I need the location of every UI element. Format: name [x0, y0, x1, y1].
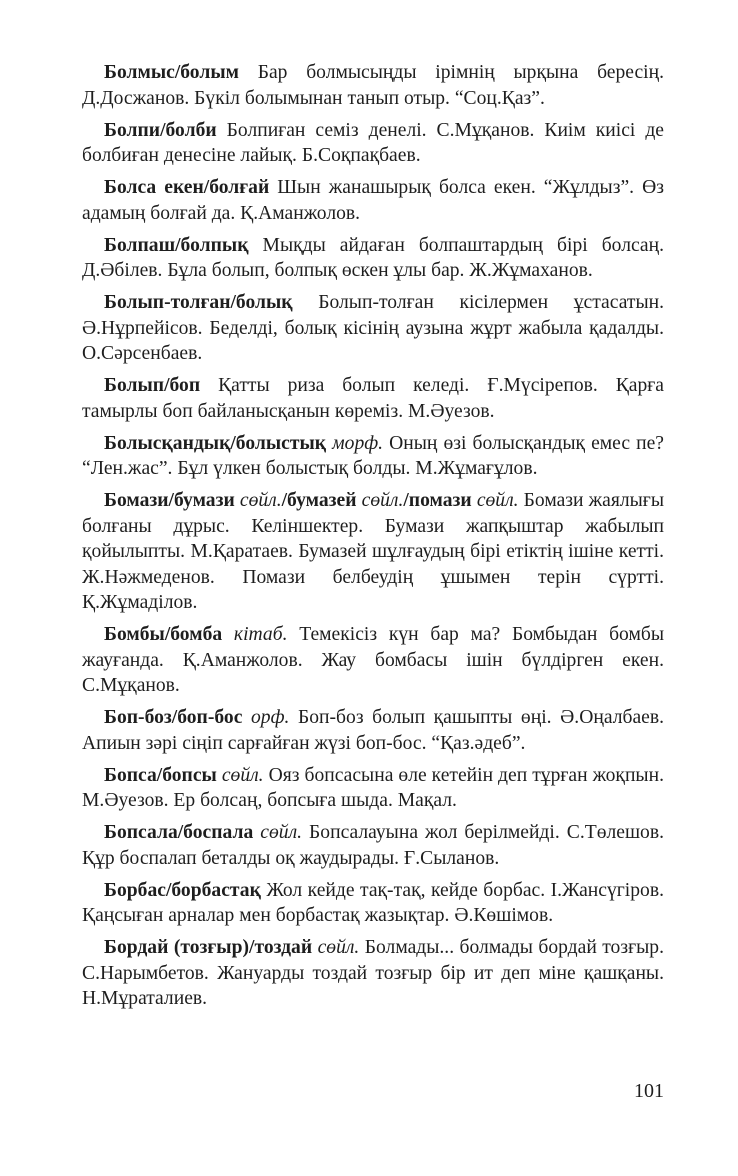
entry-usage-mark: сөйл.: [260, 822, 303, 843]
entry-text: Бар болмысыңды ірімнің ырқына бересің. Д.Досжанов. Бүкіл болымынан танып отыр. “Соц.Қаз”.: [82, 62, 664, 109]
dictionary-entry: [82, 705, 664, 756]
page-number: 101: [634, 1080, 664, 1102]
entry-headword: /помази: [403, 490, 472, 511]
entry-text: Мықды айдаған болпаштардың бірі болсаң. Д.Әбілев. Бұла болып, болпық өскен ұлы бар. Ж.Жұмаханов.: [82, 234, 664, 281]
dictionary-page: [82, 60, 664, 1018]
dictionary-entry: [82, 290, 664, 367]
dictionary-entry: [82, 233, 664, 284]
entry-usage-mark: сөйл.: [239, 490, 282, 511]
entry-text: Болмады... болмады бордай тозғыр. С.Нарымбетов. Жануарды тоздай тозғыр бір ит деп міне қашқаны. Н.Мұраталиев.: [82, 937, 664, 1009]
entry-usage-mark: морф.: [332, 432, 384, 454]
entry-headword: Боп-боз/боп-бос: [104, 707, 243, 728]
entry-usage-mark: орф.: [251, 707, 290, 728]
dictionary-entry: [82, 622, 664, 699]
dictionary-entry: [82, 373, 664, 424]
entry-headword: Бопсала/боспала: [104, 822, 254, 843]
entry-text: Болпиған семіз денелі. С.Мұқанов. Киім киісі де болбиған денесіне лайық. Б.Соқпақбаев.: [82, 119, 664, 166]
entry-headword: Бордай (тозғыр)/тоздай: [104, 937, 313, 958]
entry-usage-mark: сөйл.: [476, 490, 519, 511]
entry-usage-mark: сөйл.: [221, 764, 264, 786]
entry-text: Ояз бопсасына өле кетейін деп тұрған жоқпын. М.Әуезов. Ер болсаң, бопсыға шыда. Мақал.: [82, 764, 664, 811]
entry-headword: Болпаш/болпық: [104, 234, 249, 256]
entry-text: [242, 707, 251, 728]
entry-headword: Болып-толған/болық: [104, 292, 293, 313]
entry-usage-mark: сөйл.: [361, 490, 404, 511]
entry-headword: Бомази/бумази: [104, 490, 235, 511]
entry-text: Бопсалауына жол берілмейді. С.Төлешов. Құр боспалап беталды оқ жаудырады. Ғ.Сыланов.: [82, 822, 664, 869]
entry-usage-mark: кітаб.: [233, 624, 288, 645]
dictionary-entry: [82, 935, 664, 1012]
dictionary-entry: [82, 60, 664, 111]
entry-text: Жол кейде тақ-тақ, кейде борбас. І.Жансүгіров. Қаңсыған арналар мен борбастақ жазықтар. Ә.Көшімов.: [82, 879, 664, 926]
dictionary-entry: [82, 431, 664, 482]
entry-usage-mark: сөйл.: [317, 937, 360, 958]
dictionary-entry: [82, 878, 664, 929]
entry-headword: Болысқандық/болыстық: [104, 432, 327, 454]
entry-text: Қатты риза болып келеді. Ғ.Мүсірепов. Қарға тамырлы боп байланысқанын көреміз. М.Әуезов.: [82, 375, 664, 422]
entry-text: Темекісіз күн бар ма? Бомбыдан бомбы жауғанда. Қ.Аманжолов. Жау бомбасы ішін бүлдірген екен. С.Мұқанов.: [82, 624, 664, 696]
dictionary-entry: [82, 118, 664, 169]
entry-headword: /бумазей: [281, 490, 357, 511]
dictionary-entry: [82, 488, 664, 616]
dictionary-entry: [82, 763, 664, 814]
entry-text: Оның өзі болысқандық емес пе? “Лен.жас”. Бұл үлкен болыстық болды. М.Жұмағұлов.: [82, 432, 664, 479]
entry-headword: Болмыс/болым: [104, 62, 239, 83]
entry-headword: Болып/боп: [104, 375, 201, 396]
entry-text: [222, 624, 234, 645]
entry-text: Бомази жаялығы болғаны дұрыс. Келіншектер. Бумази жапқыштар жабылып қойылыпты. М.Қаратаев. Бумазей шұлғаудың бірі етіктің ішіне кетті. Ж.Нәжмеденов. Помази белбеудің ұшымен терін сүртті. Қ.Жұмаділов.: [82, 490, 664, 613]
entry-headword: Бопса/бопсы: [104, 764, 217, 786]
entry-headword: Бомбы/бомба: [104, 624, 223, 645]
entry-text: Боп-боз болып қашыпты өңі. Ә.Оңалбаев. Апиын зәрі сіңіп сарғайған жүзі боп-бос. “Қаз.әдеб”.: [82, 707, 664, 754]
entry-text: Болып-толған кісілермен ұстасатын. Ә.Нұрпейісов. Беделді, болық кісінің аузына жұрт жабыла қадалды. О.Сәрсенбаев.: [82, 292, 664, 364]
entry-headword: Борбас/борбастақ: [104, 879, 261, 901]
entry-headword: Болса екен/болғай: [104, 177, 270, 198]
entry-headword: Болпи/болби: [104, 119, 217, 141]
entry-text: Шын жанашырық болса екен. “Жұлдыз”. Өз адамың болғай да. Қ.Аманжолов.: [82, 177, 664, 224]
dictionary-entry: [82, 175, 664, 226]
dictionary-entry: [82, 820, 664, 871]
